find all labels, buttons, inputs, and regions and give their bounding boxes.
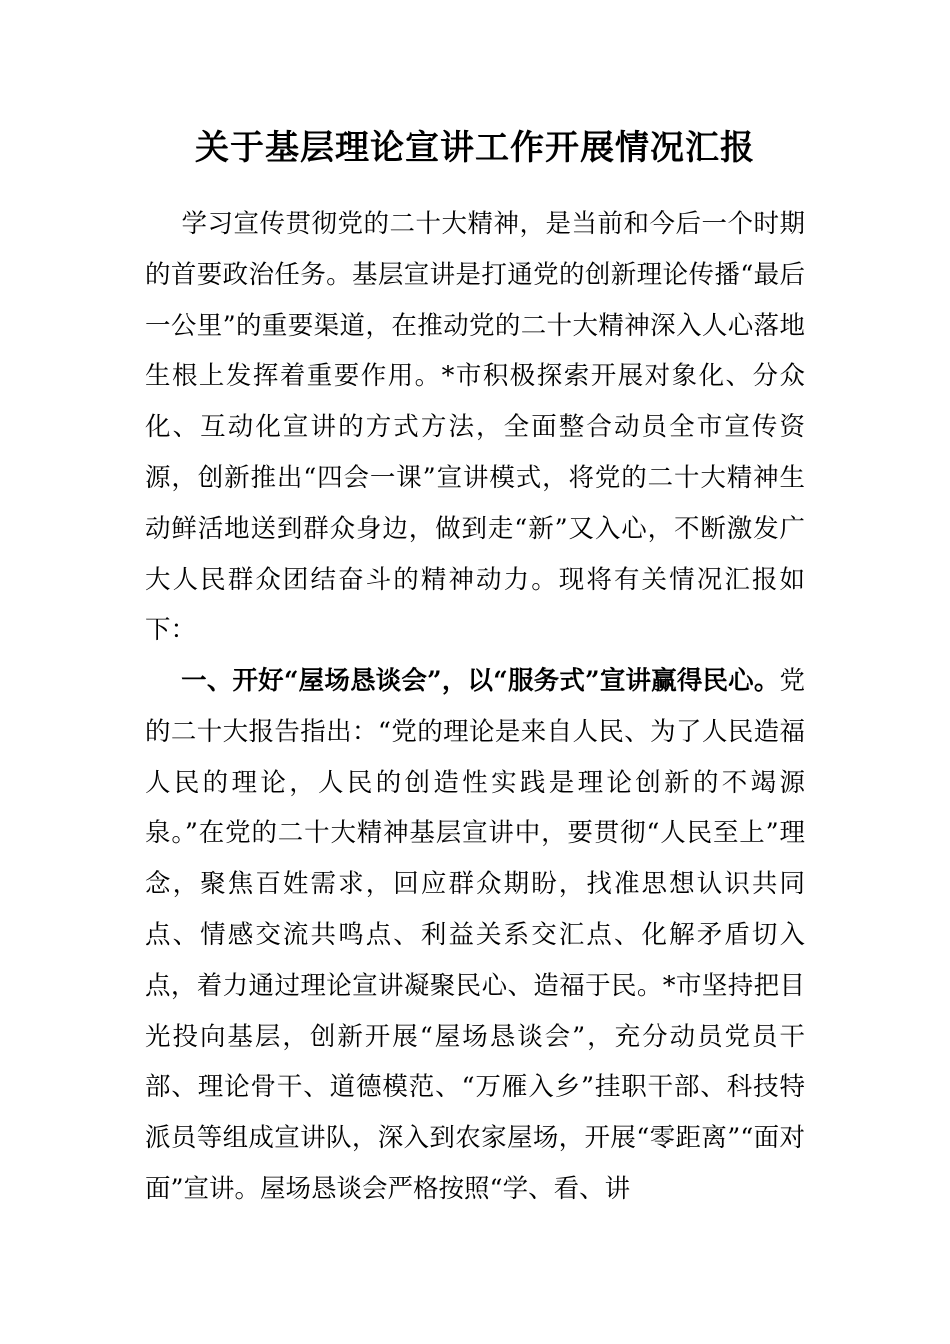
intro-paragraph-text: 学习宣传贯彻党的二十大精神，是当前和今后一个时期的首要政治任务。基层宣讲是打通党的创新理论传播“最后一公里”的重要渠道，在推动党的二十大精神深入人心落地生根上发挥着重要作用。*市积极探索开展对象化、分众化、互动化宣讲的方式方法，全面整合动员全市宣传资源，创新推出“四会一课”宣讲模式，将党的二十大精神生动鲜活地送到群众身边，做到走“新”又入心，不断激发广大人民群众团结奋斗的精神动力。现将有关情况汇报如下： bbox=[145, 209, 805, 646]
document-title: 关于基层理论宣讲工作开展情况汇报 bbox=[195, 128, 755, 168]
section-1-paragraph bbox=[145, 656, 805, 1215]
intro-paragraph bbox=[145, 199, 805, 656]
section-1-text: 党的二十大报告指出：“党的理论是来自人民、为了人民造福人民的理论，人民的创造性实践是理论创新的不竭源泉。”在党的二十大精神基层宣讲中，要贯彻“人民至上”理念，聚焦百姓需求，回应群众期盼，找准思想认识共同点、情感交流共鸣点、利益关系交汇点、化解矛盾切入点，着力通过理论宣讲凝聚民心、造福于民。*市坚持把目光投向基层，创新开展“屋场恳谈会”，充分动员党员干部、理论骨干、道德模范、“万雁入乡”挂职干部、科技特派员等组成宣讲队，深入到农家屋场，开展“零距离”“面对面”宣讲。屋场恳谈会严格按照“学、看、讲 bbox=[145, 666, 805, 1204]
section-1-heading: 一、开好“屋场恳谈会”，以“服务式”宣讲赢得民心。 bbox=[181, 666, 780, 696]
